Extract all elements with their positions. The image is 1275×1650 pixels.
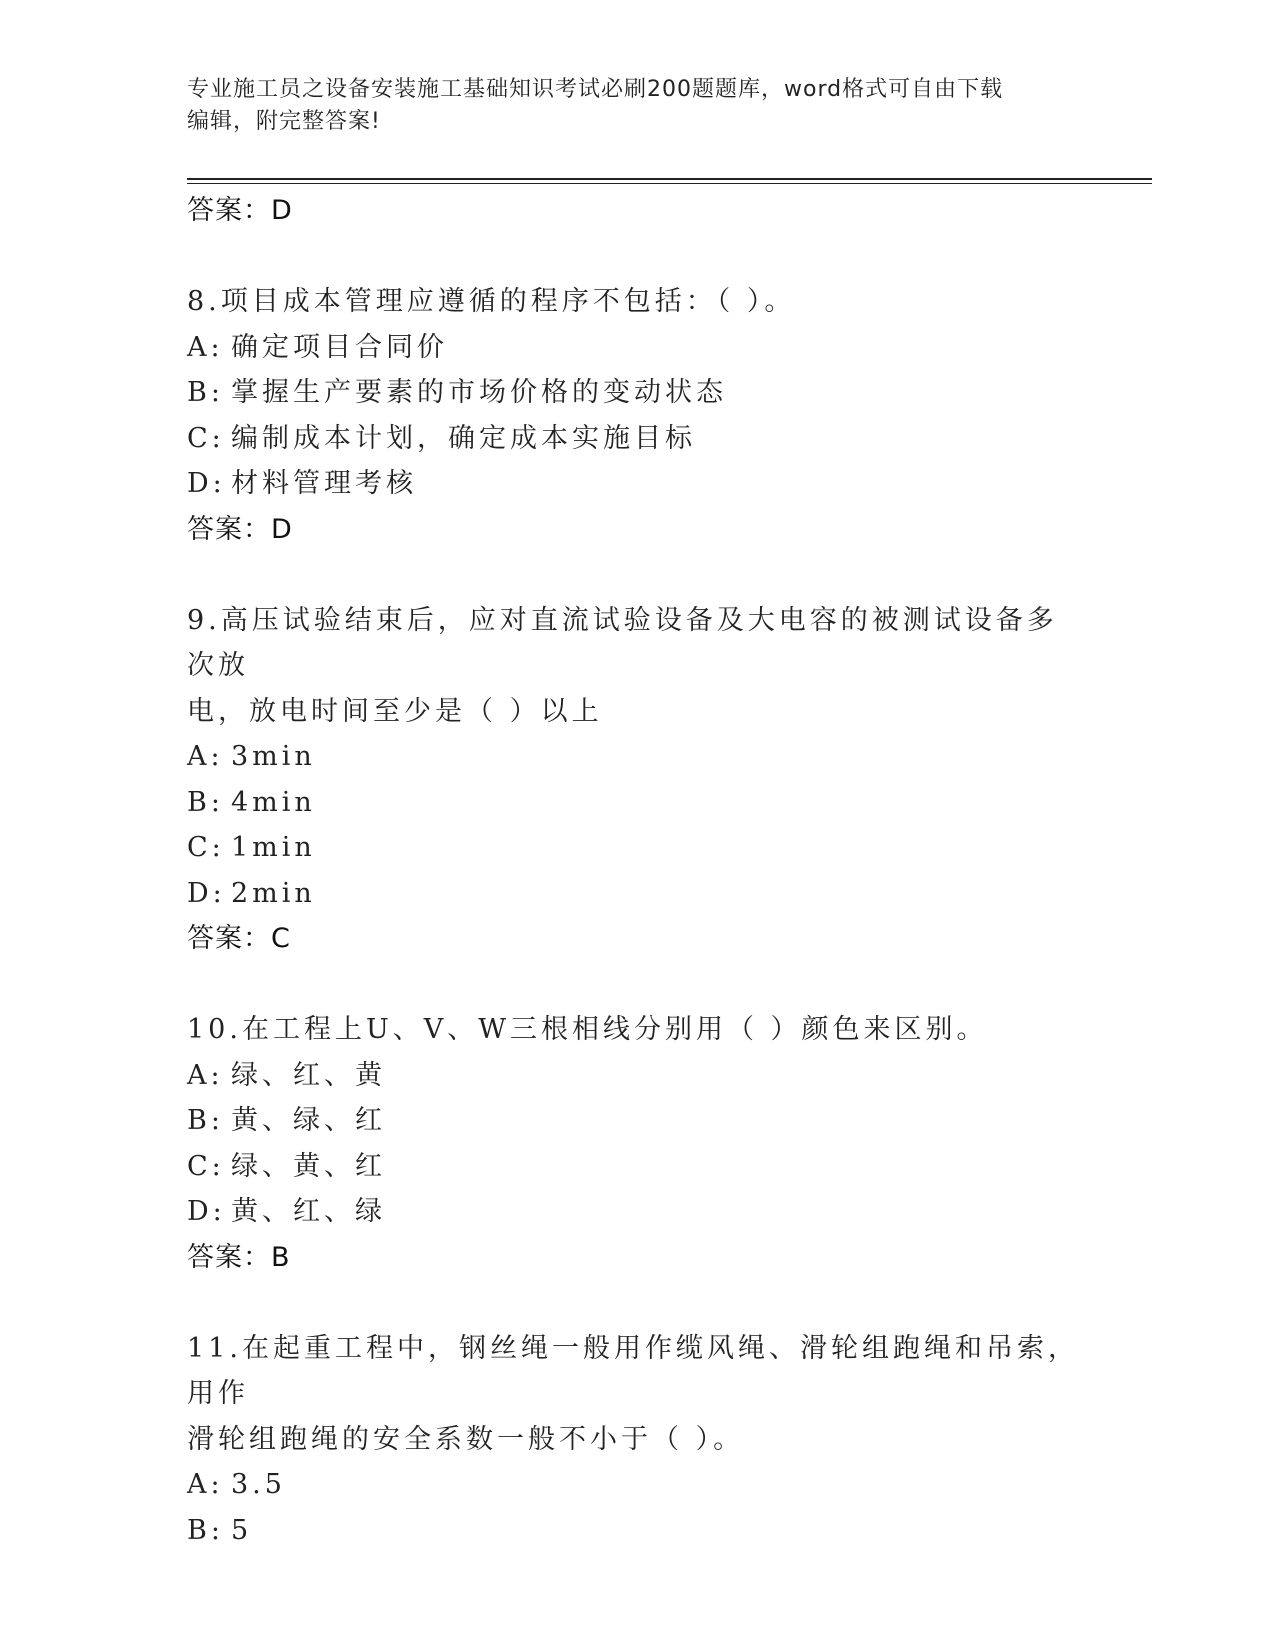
- option-text: 4min: [231, 786, 316, 818]
- option-text: 3.5: [231, 1469, 286, 1500]
- question-block: [187, 598, 1087, 963]
- option-c: [187, 416, 1087, 462]
- question-list: [187, 188, 1087, 1553]
- header-divider-thick: [187, 178, 1152, 180]
- option-letter: C:: [187, 422, 225, 454]
- option-d: [187, 871, 1087, 917]
- document-header: [187, 74, 1087, 138]
- option-letter: B:: [187, 1105, 224, 1136]
- option-b: [187, 370, 1087, 416]
- option-letter: D:: [187, 468, 226, 499]
- option-c: [187, 1144, 1087, 1190]
- spacer: [187, 553, 1087, 598]
- answer-line: [187, 188, 1087, 234]
- option-letter: C:: [187, 1150, 225, 1182]
- question-line: 11.在起重工程中，钢丝绳一般用作缆风绳、滑轮组跑绳和吊索，用作: [187, 1332, 1079, 1409]
- option-text: 黄、绿、红: [231, 1105, 386, 1136]
- question-line: 滑轮组跑绳的安全系数一般不小于（ ）。: [187, 1423, 745, 1455]
- answer-label: 答案：: [187, 923, 271, 954]
- option-text: 绿、黄、红: [231, 1150, 386, 1182]
- option-letter: B:: [187, 377, 224, 408]
- question-line: 10.在工程上U、V、W三根相线分别用（ ）颜色来区别。: [187, 1014, 988, 1045]
- spacer: [187, 1281, 1087, 1326]
- question-block: [187, 1007, 1087, 1281]
- option-a: [187, 325, 1087, 371]
- answer-label: 答案：: [187, 513, 271, 545]
- option-b: [187, 780, 1087, 826]
- option-b: [187, 1098, 1087, 1144]
- option-a: [187, 1053, 1087, 1099]
- option-letter: C:: [187, 832, 225, 863]
- header-divider-thin: [187, 183, 1152, 184]
- answer-line: [187, 916, 1087, 962]
- option-b: [187, 1508, 1087, 1554]
- question-line: 8.项目成本管理应遵循的程序不包括：（ ）。: [187, 286, 796, 317]
- option-text: 3min: [231, 741, 316, 772]
- question-line: 电，放电时间至少是（ ）以上: [187, 695, 603, 727]
- option-letter: D:: [187, 1196, 226, 1227]
- spacer: [187, 234, 1087, 279]
- answer-value: D: [271, 513, 293, 545]
- answer-label: 答案：: [187, 195, 271, 226]
- option-text: 编制成本计划，确定成本实施目标: [231, 422, 696, 454]
- option-letter: A:: [187, 1469, 224, 1500]
- option-text: 材料管理考核: [231, 468, 417, 499]
- option-letter: A:: [187, 331, 224, 363]
- answer-value: B: [271, 1241, 291, 1273]
- option-text: 5: [231, 1514, 253, 1546]
- option-c: [187, 825, 1087, 871]
- spacer: [187, 962, 1087, 1007]
- answer-label: 答案：: [187, 1241, 271, 1273]
- answer-value: C: [271, 923, 291, 954]
- option-d: [187, 1189, 1087, 1235]
- option-d: [187, 461, 1087, 507]
- question-block: [187, 279, 1087, 553]
- answer-value: D: [271, 195, 293, 226]
- answer-line: [187, 1235, 1087, 1281]
- header-line-1: 专业施工员之设备安装施工基础知识考试必刷200题题库，word格式可自由下载: [187, 77, 1004, 102]
- header-line-2: 编辑，附完整答案!: [187, 109, 381, 134]
- option-text: 2min: [231, 877, 316, 909]
- option-text: 1min: [231, 832, 316, 863]
- option-letter: B:: [187, 1514, 224, 1546]
- option-text: 黄、红、绿: [231, 1196, 386, 1227]
- option-a: [187, 734, 1087, 780]
- question-line: 9.高压试验结束后，应对直流试验设备及大电容的被测试设备多次放: [187, 604, 1058, 681]
- answer-line: [187, 507, 1087, 553]
- question-block: [187, 1326, 1087, 1554]
- option-a: [187, 1462, 1087, 1508]
- option-text: 确定项目合同价: [231, 331, 448, 363]
- option-letter: A:: [187, 1059, 224, 1091]
- option-text: 掌握生产要素的市场价格的变动状态: [231, 377, 727, 408]
- option-letter: A:: [187, 741, 224, 772]
- option-text: 绿、红、黄: [231, 1059, 386, 1091]
- option-letter: D:: [187, 877, 226, 909]
- option-letter: B:: [187, 786, 224, 818]
